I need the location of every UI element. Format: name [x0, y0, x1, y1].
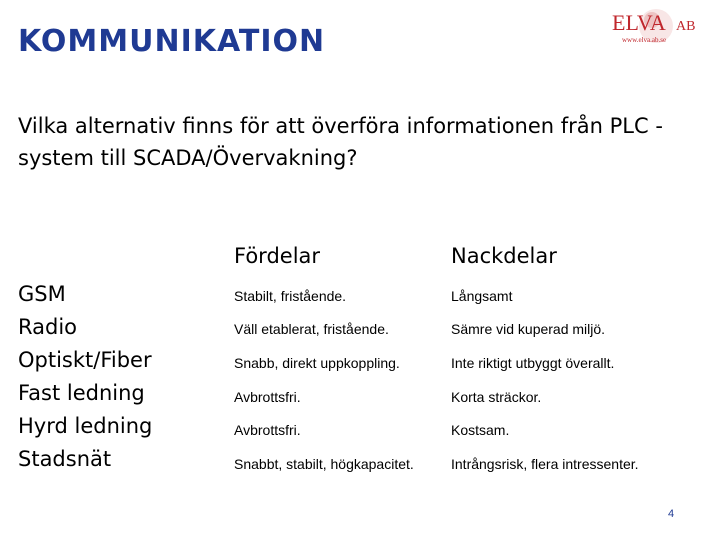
con-cell: Kostsam. [451, 422, 510, 438]
elva-logo [604, 6, 716, 48]
con-cell: Långsamt [451, 288, 513, 304]
option-item: GSM [18, 282, 66, 306]
con-cell: Intrångsrisk, flera intressenter. [451, 456, 639, 472]
question-text: Vilka alternativ finns för att överföra informationen från PLC - system till SCADA/Övervakning? [18, 114, 663, 170]
option-item: Fast ledning [18, 381, 145, 405]
pro-cell: Väll etablerat, fristående. [234, 321, 389, 337]
option-item: Optiskt/Fiber [18, 348, 152, 372]
header-nackdelar: Nackdelar [451, 244, 557, 268]
pro-cell: Stabilt, fristående. [234, 288, 347, 304]
option-item: Hyrd ledning [18, 414, 153, 438]
pro-cell: Avbrottsfri. [234, 389, 301, 405]
logo-suffix: AB [676, 19, 696, 34]
logo-url: www.elva.ab.se [622, 36, 667, 44]
header-fordelar: Fördelar [234, 244, 321, 268]
option-item: Stadsnät [18, 447, 112, 471]
option-list [18, 278, 152, 476]
con-cell: Sämre vid kuperad miljö. [451, 321, 606, 337]
logo-brand: ELVA [612, 10, 666, 35]
page-number: 4 [668, 508, 675, 520]
pro-cell: Avbrottsfri. [234, 422, 301, 438]
slide-title: KOMMUNIKATION [18, 24, 326, 59]
con-cell: Korta sträckor. [451, 389, 542, 405]
con-cell: Inte riktigt utbyggt överallt. [451, 355, 615, 371]
option-item: Radio [18, 315, 78, 339]
pro-cell: Snabbt, stabilt, högkapacitet. [234, 456, 414, 472]
pro-cell: Snabb, direkt uppkoppling. [234, 355, 400, 371]
